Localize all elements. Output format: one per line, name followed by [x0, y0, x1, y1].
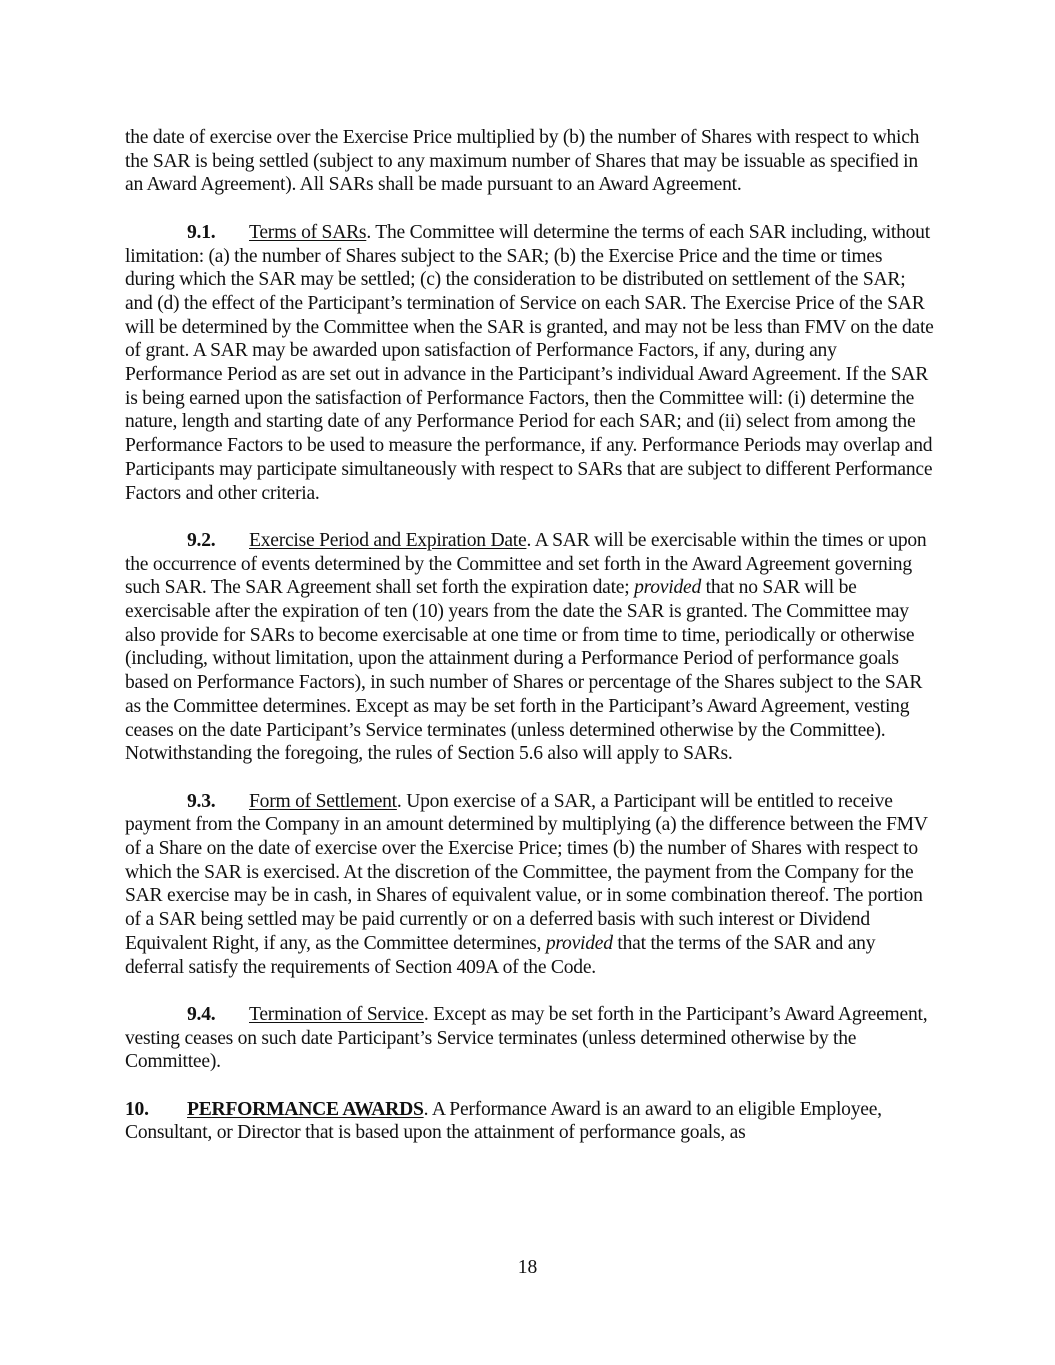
article-body: . A Performance Award is an award to an eligible Employee, Consultant, or Director that is based upon the attainment of performance goals, as — [125, 1098, 882, 1144]
section-body: . A SAR will be exercisable within the times or upon the occurrence of events determined by the Committee and set forth in the Award Agreement governing such SAR. The SAR Agreement shall set forth the expiration date; — [125, 529, 927, 599]
section-body-continued: that no SAR will be exercisable after the expiration of ten (10) years from the date the SAR is granted. The Committee may also provide for SARs to become exercisable at one time or from time to time, periodically or otherwise (including, without limitation, upon the attainment during a Performance Period of performance goals based on Performance Factors), in such number of Shares or percentage of the Shares subject to the SAR as the Committee determines. Except as may be set forth in the Participant’s Award Agreement, vesting ceases on the date Participant’s Service terminates (unless determined otherwise by the Committee). Notwithstanding the foregoing, the rules of Section 5.6 also will apply to SARs. — [125, 577, 923, 765]
section-9-3 — [125, 790, 935, 980]
section-number: 9.3. — [187, 790, 216, 812]
article-heading: PERFORMANCE AWARDS — [187, 1098, 424, 1120]
section-body: . Upon exercise of a SAR, a Participant will be entitled to receive payment from the Company in an amount determined by multiplying (a) the difference between the FMV of a Share on the date of exercise over the Exercise Price; times (b) the number of Shares with respect to which the SAR is exercised. At the discretion of the Committee, the payment from the Company for the SAR exercise may be in cash, in Shares of equivalent value, or in some combination thereof. The portion of a SAR being settled may be paid currently or on a deferred basis with such interest or Dividend Equivalent Right, if any, as the Committee determines, — [125, 790, 928, 954]
section-body: . The Committee will determine the terms of each SAR including, without limitation: (a) the number of Shares subject to the SAR; (b) the Exercise Price and the time or times during which the SAR may be settled; (c) the consideration to be distributed on settlement of the SAR; and (d) the effect of the Participant’s termination of Service on each SAR. The Exercise Price of the SAR will be determined by the Committee when the SAR is granted, and may not be less than FMV on the date of grant. A SAR may be awarded upon satisfaction of Performance Factors, if any, during any Performance Period as are set out in advance in the Participant’s individual Award Agreement. If the SAR is being earned upon the satisfaction of Performance Factors, then the Committee will: (i) determine the nature, length and starting date of any Performance Period for each SAR; and (ii) select from among the Performance Factors to be used to measure the performance, if any. Performance Periods may overlap and Participants may participate simultaneously with respect to SARs that are subject to different Performance Factors and other criteria. — [125, 221, 934, 504]
section-heading: Form of Settlement — [249, 790, 397, 812]
continuation-text: the date of exercise over the Exercise Price multiplied by (b) the number of Shares with respect to which the SAR is being settled (subject to any maximum number of Shares that may be issuable as specified in an Award Agreement). All SARs shall be made pursuant to an Award Agreement. — [125, 127, 920, 196]
section-number: 9.1. — [187, 221, 216, 243]
italic-term: provided — [545, 932, 613, 954]
continuation-paragraph — [125, 126, 935, 197]
section-9-4 — [125, 1003, 935, 1074]
section-number: 9.4. — [187, 1003, 216, 1025]
section-9-1 — [125, 221, 935, 505]
section-heading: Terms of SARs — [249, 221, 367, 243]
article-10 — [125, 1098, 935, 1145]
section-body-continued: that the terms of the SAR and any deferral satisfy the requirements of Section 409A of the Code. — [125, 932, 876, 978]
page-number: 18 — [517, 1257, 538, 1278]
section-heading: Termination of Service — [249, 1003, 424, 1025]
section-9-2 — [125, 529, 935, 766]
section-body: . Except as may be set forth in the Participant’s Award Agreement, vesting ceases on such date Participant’s Service terminates (unless determined otherwise by the Committee). — [125, 1003, 928, 1073]
article-number: 10. — [125, 1098, 149, 1120]
document-page — [125, 126, 935, 1169]
section-number: 9.2. — [187, 529, 216, 551]
section-heading: Exercise Period and Expiration Date — [249, 529, 527, 551]
italic-term: provided — [634, 577, 701, 599]
